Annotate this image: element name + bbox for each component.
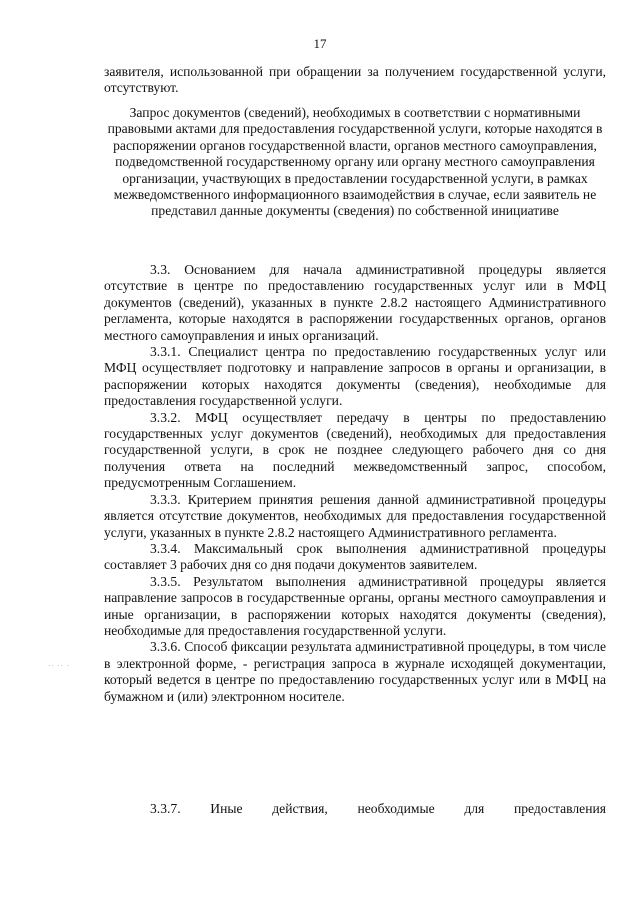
body-paragraphs bbox=[104, 262, 606, 705]
paragraph-3-3-4: 3.3.4. Максимальный срок выполнения административной процедуры составляет 3 рабочих дня со дня подачи документов заявителем. bbox=[104, 540, 606, 573]
paragraph-3-3: 3.3. Основанием для начала административной процедуры является отсутствие в центре по предоставлению государственных услуг или в МФЦ документов (сведений), указанных в пункте 2.8.2 настоящего Административного регламента, которые находятся в распоряжении государственных органов, органов местного самоуправления и иных организаций. bbox=[104, 262, 606, 343]
paragraph-3-3-7: 3.3.7. Иные действия, необходимые для предоставления bbox=[150, 801, 606, 816]
paragraph-3-3-6: 3.3.6. Способ фиксации результата административной процедуры, в том числе в электронной форме, - регистрация запроса в журнале исходящей документации, который ведется в центре по предоставлению государственных услуг или в МФЦ на бумажном и (или) электронном носителе. bbox=[104, 639, 606, 704]
paragraph-3-3-5: 3.3.5. Результатом выполнения административной процедуры является направление запросов в государственные органы, органы местного самоуправления и иные организации, в распоряжении которых находятся документы (сведения), необходимые для предоставления государственной услуги. bbox=[104, 573, 606, 638]
section-heading: Запрос документов (сведений), необходимых в соответствии с нормативными правовыми актами для предоставления государственной услуги, которые находятся в распоряжении органов государственной власти, органов местного самоуправления, подведомственной государственному органу или органу местного самоуправления организации, участвующих в предоставлении государственной услуги, в рамках межведомственного информационного взаимодействия в случае, если заявитель не представил данные документы (сведения) по собственной инициативе bbox=[107, 105, 603, 219]
page-number: 17 bbox=[313, 36, 327, 51]
intro-text: заявителя, использованной при обращении за получением государственной услуги, отсутствуют. bbox=[104, 64, 606, 96]
paragraph-3-3-3: 3.3.3. Критерием принятия решения данной административной процедуры является отсутствие документов, необходимых для предоставления государственной услуги, указанных в пункте 2.8.2 настоящего Административного регламента. bbox=[104, 491, 606, 540]
scan-margin-mark: ·· ·· · bbox=[48, 662, 71, 670]
paragraph-3-3-1: 3.3.1. Специалист центра по предоставлению государственных услуг или МФЦ осуществляет подготовку и направление запросов в органы и организации, в распоряжении которых находятся документы (сведения), необходимые для предоставления государственной услуги. bbox=[104, 344, 606, 409]
paragraph-3-3-2: 3.3.2. МФЦ осуществляет передачу в центры по предоставлению государственных услуг документов (сведений), необходимых для предоставления государственной услуги, в срок не позднее следующего рабочего дня со дня получения ответа на последний межведомственный запрос, способом, предусмотренным Соглашением. bbox=[104, 409, 606, 491]
